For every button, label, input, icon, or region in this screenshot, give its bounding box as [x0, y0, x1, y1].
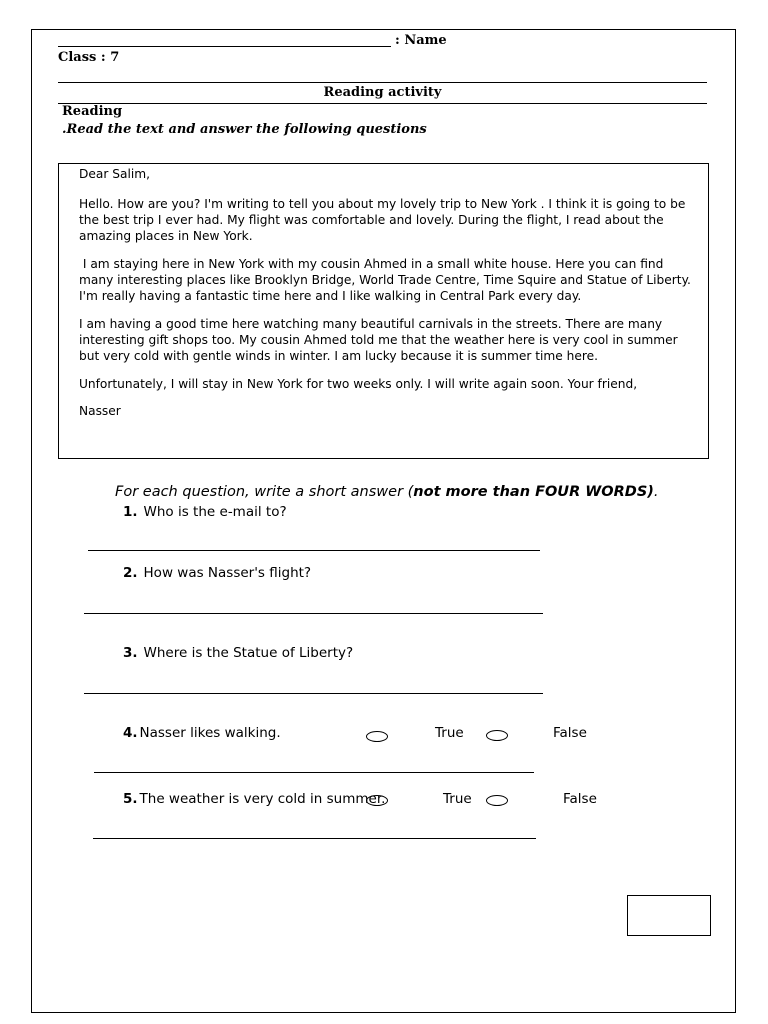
divider-top — [58, 82, 707, 83]
true-radio-4[interactable] — [366, 731, 388, 742]
question-2-text: How was Nasser's flight? — [143, 565, 312, 581]
question-3 — [123, 645, 353, 661]
score-box[interactable] — [627, 895, 711, 936]
letter-paragraph-2: I am staying here in New York with my cousin Ahmed in a small white house. Here you can find many interesting places like Brooklyn Bridge, World Trade Centre, Time Squire and Statue of Liberty. I'm really having a fantastic time here and I like walking in Central Park every day. — [79, 257, 695, 303]
question-1-number: 1. — [123, 504, 138, 520]
answer-line-4[interactable] — [94, 772, 534, 773]
name-blank-line[interactable] — [58, 46, 391, 47]
prompt-end: . — [653, 484, 659, 500]
question-3-text: Where is the Statue of Liberty? — [143, 645, 354, 661]
class-label: Class : 7 — [58, 50, 120, 65]
question-5-text: The weather is very cold in summer. — [139, 791, 386, 807]
question-4-text: Nasser likes walking. — [139, 725, 281, 741]
false-label-4: False — [553, 725, 587, 741]
question-2 — [123, 565, 311, 581]
question-5 — [123, 791, 385, 807]
letter-box — [58, 163, 709, 459]
question-2-number: 2. — [123, 565, 138, 581]
divider-bottom — [58, 103, 707, 104]
false-radio-5[interactable] — [486, 795, 508, 806]
prompt-bold: not more than FOUR WORDS) — [413, 484, 654, 500]
activity-title: Reading activity — [323, 85, 442, 100]
name-label: : Name — [395, 33, 447, 48]
answer-line-1[interactable] — [88, 550, 540, 551]
answer-line-3[interactable] — [84, 693, 543, 694]
question-5-number: 5. — [123, 791, 138, 807]
letter-paragraph-4: Unfortunately, I will stay in New York for two weeks only. I will write again soon. Your friend, — [79, 377, 638, 391]
prompt-start: For each question, write a short answer ( — [115, 484, 414, 500]
answer-line-2[interactable] — [84, 613, 543, 614]
letter-greeting: Dear Salim, — [79, 167, 150, 181]
letter-signature: Nasser — [79, 404, 121, 418]
letter-paragraph-1: Hello. How are you? I'm writing to tell you about my lovely trip to New York . I think it is going to be the best trip I ever had. My flight was comfortable and lovely. During the flight, I read about the amazing places in New York. — [79, 197, 686, 243]
letter-paragraph-3: I am having a good time here watching many beautiful carnivals in the streets. There are many interesting gift shops too. My cousin Ahmed told me that the weather here is very cool in summer but very cold with gentle winds in winter. I am lucky because it is summer time here. — [79, 317, 678, 363]
true-label-4: True — [435, 725, 464, 741]
section-label: Reading — [62, 104, 123, 119]
true-radio-5[interactable] — [366, 795, 388, 806]
false-radio-4[interactable] — [486, 730, 508, 741]
question-1 — [123, 504, 287, 520]
question-1-text: Who is the e-mail to? — [143, 504, 287, 520]
question-4-number: 4. — [123, 725, 138, 741]
question-3-number: 3. — [123, 645, 138, 661]
instruction-text: .Read the text and answer the following questions — [62, 122, 427, 137]
question-4 — [123, 725, 281, 741]
answer-line-5[interactable] — [93, 838, 536, 839]
questions-prompt — [115, 484, 659, 500]
true-label-5: True — [443, 791, 472, 807]
false-label-5: False — [563, 791, 597, 807]
